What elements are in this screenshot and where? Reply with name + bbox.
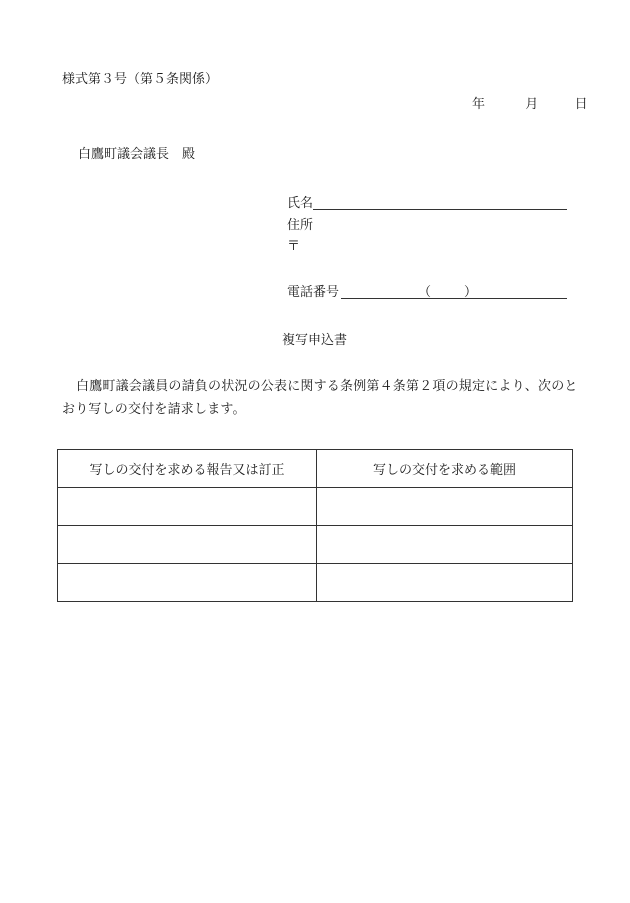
date-month-label: 月 bbox=[525, 97, 539, 112]
addressee-honorific: 殿 bbox=[182, 147, 196, 162]
applicant-postal-row[interactable] bbox=[287, 235, 567, 253]
name-field-line[interactable] bbox=[313, 209, 567, 210]
postal-mark-icon: 〒 bbox=[287, 239, 301, 254]
form-number: 様式第３号（第５条関係） bbox=[62, 72, 219, 87]
table-row bbox=[58, 488, 573, 526]
phone-paren-open: （ bbox=[418, 285, 432, 300]
range-cell[interactable] bbox=[317, 526, 573, 564]
phone-paren-close: ） bbox=[464, 285, 478, 300]
table-row bbox=[58, 564, 573, 602]
date-line bbox=[472, 93, 588, 112]
table-header-row bbox=[58, 450, 573, 488]
name-label: 氏名 bbox=[287, 196, 314, 211]
date-day-label: 日 bbox=[574, 97, 588, 112]
report-cell[interactable] bbox=[58, 564, 317, 602]
request-statement bbox=[62, 375, 578, 421]
addressee bbox=[78, 143, 195, 162]
address-label: 住所 bbox=[287, 218, 314, 233]
range-cell[interactable] bbox=[317, 564, 573, 602]
table-row bbox=[58, 526, 573, 564]
applicant-name-row[interactable] bbox=[287, 192, 567, 210]
report-cell[interactable] bbox=[58, 488, 317, 526]
header-range-column: 写しの交付を求める範囲 bbox=[317, 450, 573, 488]
header-report-column: 写しの交付を求める報告又は訂正 bbox=[58, 450, 317, 488]
applicant-address-row[interactable] bbox=[287, 214, 567, 232]
request-table bbox=[57, 449, 573, 602]
phone-label: 電話番号 bbox=[287, 285, 340, 300]
addressee-name: 白鷹町議会議長 bbox=[78, 147, 170, 162]
report-cell[interactable] bbox=[58, 526, 317, 564]
applicant-phone-row[interactable] bbox=[287, 281, 567, 299]
request-statement-text: 白鷹町議会議員の請負の状況の公表に関する条例第４条第２項の規定により、次のとおり写しの交付を請求します。 bbox=[62, 379, 578, 417]
range-cell[interactable] bbox=[317, 488, 573, 526]
document-title: 複写申込書 bbox=[282, 333, 348, 348]
date-year-label: 年 bbox=[472, 97, 486, 112]
phone-field-line[interactable] bbox=[341, 298, 567, 299]
